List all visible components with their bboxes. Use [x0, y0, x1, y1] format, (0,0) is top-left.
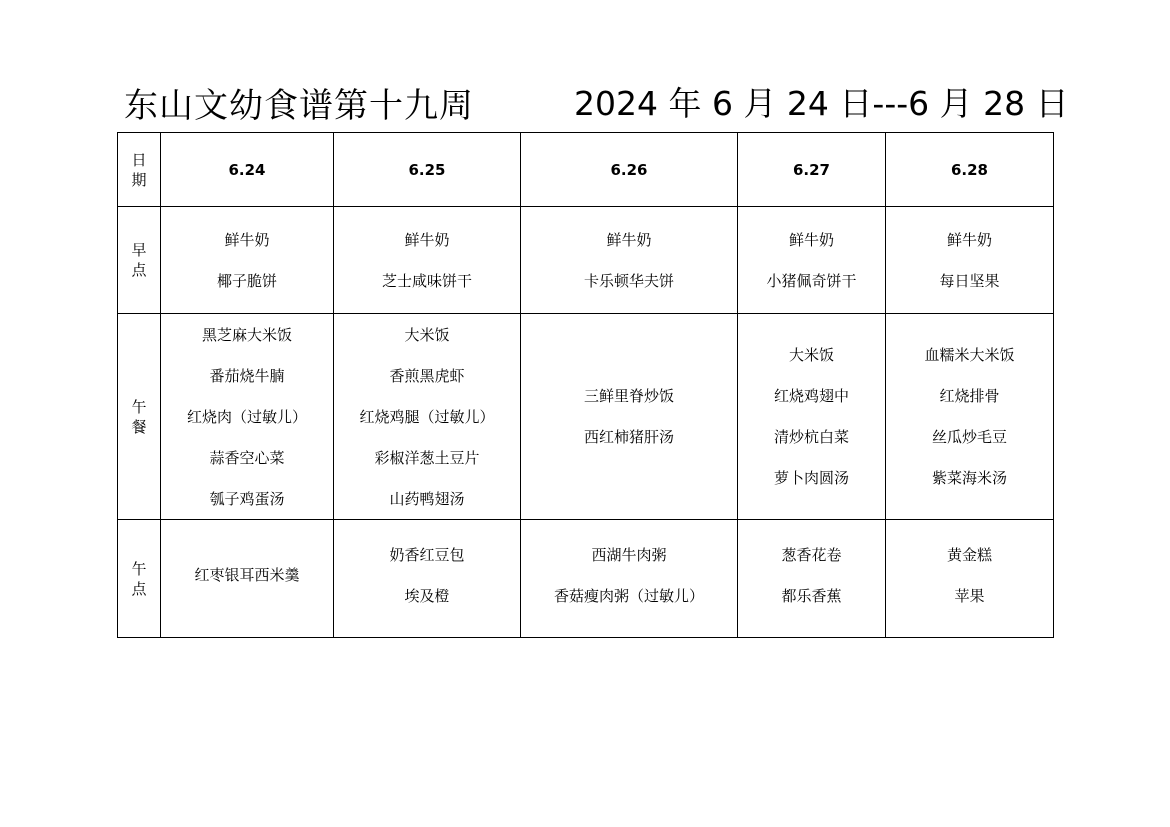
menu-item: 红烧肉（过敏儿） — [186, 407, 307, 426]
menu-item: 鲜牛奶 — [224, 230, 270, 249]
row-label-char: 期 — [131, 170, 147, 189]
row-label-char: 日 — [131, 150, 147, 169]
menu-item: 番茄烧牛腩 — [209, 366, 285, 385]
breakfast-cell-tue — [334, 207, 521, 314]
menu-item: 椰子脆饼 — [216, 271, 277, 290]
menu-item: 鲜牛奶 — [404, 230, 450, 249]
snack-row — [118, 520, 1054, 638]
lunch-cell-thu — [738, 314, 886, 520]
menu-item: 三鲜里脊炒饭 — [583, 387, 674, 405]
menu-item: 鲜牛奶 — [788, 230, 834, 249]
menu-item: 清炒杭白菜 — [773, 428, 849, 446]
menu-item: 葱香花卷 — [781, 545, 842, 564]
row-label-date — [118, 133, 161, 207]
lunch-cell-fri — [886, 314, 1054, 520]
row-label-char: 午 — [131, 559, 147, 578]
menu-item: 红枣银耳西米羹 — [194, 565, 300, 584]
lunch-cell-wed — [521, 314, 738, 520]
date-row — [118, 133, 1054, 207]
menu-item: 埃及橙 — [404, 586, 450, 605]
weekly-menu-table — [117, 132, 1054, 638]
menu-item: 西红柿猪肝汤 — [583, 428, 674, 446]
row-label-snack — [118, 520, 161, 638]
row-label-char: 午 — [131, 397, 147, 416]
menu-title: 东山文幼食谱第十九周 — [124, 86, 474, 126]
menu-item: 红烧鸡腿（过敏儿） — [359, 407, 495, 426]
menu-item: 丝瓜炒毛豆 — [931, 428, 1007, 446]
menu-item: 香菇瘦肉粥（过敏儿） — [553, 586, 704, 605]
date-cell-thu: 6.27 — [738, 133, 886, 207]
breakfast-cell-mon — [161, 207, 334, 314]
snack-cell-tue — [334, 520, 521, 638]
row-label-char: 餐 — [131, 417, 147, 436]
menu-item: 萝卜肉圆汤 — [773, 469, 849, 487]
menu-item: 芝士咸味饼干 — [381, 271, 472, 290]
menu-item: 大米饭 — [404, 325, 450, 344]
date-cell-fri: 6.28 — [886, 133, 1054, 207]
menu-item: 西湖牛肉粥 — [591, 545, 667, 564]
breakfast-cell-thu — [738, 207, 886, 314]
menu-item: 蒜香空心菜 — [209, 448, 285, 467]
row-label-char: 点 — [131, 261, 147, 279]
menu-item: 黑芝麻大米饭 — [201, 325, 292, 344]
date-cell-tue: 6.25 — [334, 133, 521, 207]
menu-item: 奶香红豆包 — [389, 545, 465, 564]
breakfast-row — [118, 207, 1054, 314]
menu-item: 红烧鸡翅中 — [773, 387, 849, 405]
breakfast-cell-wed — [521, 207, 738, 314]
page-header — [124, 78, 1069, 126]
row-label-lunch — [118, 314, 161, 520]
snack-cell-fri — [886, 520, 1054, 638]
snack-cell-mon — [161, 520, 334, 638]
lunch-cell-tue — [334, 314, 521, 520]
menu-item: 香煎黑虎虾 — [389, 366, 465, 385]
menu-item: 卡乐顿华夫饼 — [583, 271, 674, 290]
date-range: 2024 年 6 月 24 日---6 月 28 日 — [574, 84, 1069, 123]
row-label-char: 点 — [131, 579, 147, 598]
menu-item: 血糯米大米饭 — [924, 346, 1015, 364]
menu-item: 都乐香蕉 — [781, 586, 842, 605]
menu-item: 紫菜海米汤 — [931, 469, 1007, 487]
menu-item: 山药鸭翅汤 — [389, 489, 465, 508]
menu-item: 大米饭 — [788, 346, 834, 364]
menu-item: 苹果 — [954, 586, 985, 605]
snack-cell-thu — [738, 520, 886, 638]
date-cell-mon: 6.24 — [161, 133, 334, 207]
menu-item: 鲜牛奶 — [606, 230, 652, 249]
lunch-cell-mon — [161, 314, 334, 520]
menu-item: 小猪佩奇饼干 — [766, 271, 857, 290]
breakfast-cell-fri — [886, 207, 1054, 314]
menu-item: 鲜牛奶 — [946, 230, 992, 249]
row-label-char: 早 — [131, 241, 147, 259]
row-label-breakfast — [118, 207, 161, 314]
menu-item: 彩椒洋葱土豆片 — [374, 448, 480, 467]
snack-cell-wed — [521, 520, 738, 638]
date-cell-wed: 6.26 — [521, 133, 738, 207]
menu-item: 黄金糕 — [946, 545, 992, 564]
menu-item: 瓠子鸡蛋汤 — [209, 489, 285, 508]
lunch-row — [118, 314, 1054, 520]
menu-item: 每日坚果 — [939, 271, 1000, 290]
menu-item: 红烧排骨 — [939, 387, 1000, 405]
